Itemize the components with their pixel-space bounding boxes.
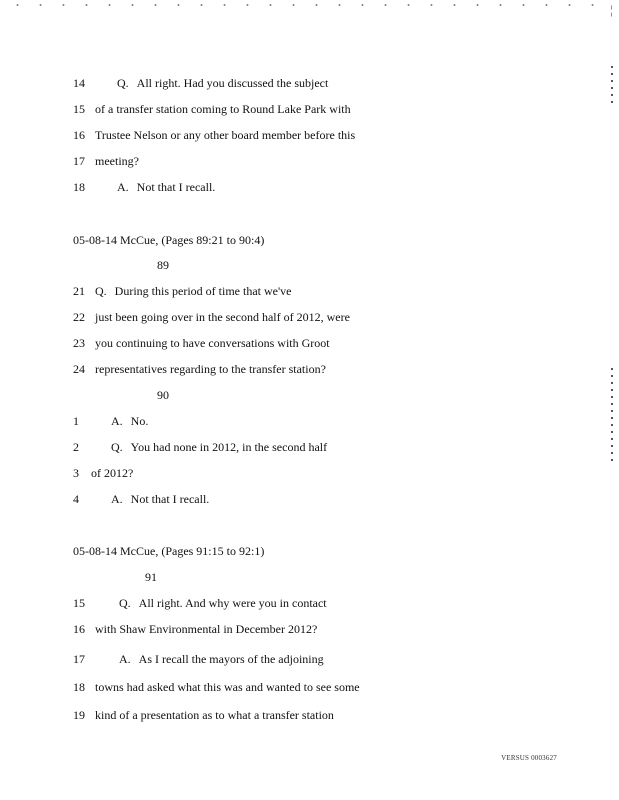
line-number: 1 <box>73 414 79 428</box>
line-number: 4 <box>73 492 79 506</box>
transcript-line <box>73 708 334 722</box>
line-number: 19 <box>73 708 85 722</box>
line-text: As I recall the mayors of the adjoining <box>138 652 324 666</box>
speaker-label: Q. <box>111 440 123 454</box>
line-number: 17 <box>73 652 85 666</box>
speaker-label: Q. <box>95 284 107 298</box>
speaker-label: Q. <box>119 596 131 610</box>
bates-number: VERSUS 0003627 <box>501 754 557 762</box>
transcript-line <box>73 362 326 376</box>
margin-tick-lower <box>611 368 613 464</box>
transcript-line <box>73 652 324 666</box>
transcript-line <box>73 76 328 90</box>
line-number: 21 <box>73 284 85 298</box>
line-text: All right. Had you discussed the subject <box>136 76 329 90</box>
transcript-line <box>73 128 355 142</box>
line-number: 17 <box>73 154 85 168</box>
line-text: No. <box>130 414 149 428</box>
line-number: 16 <box>73 128 85 142</box>
line-number: 23 <box>73 336 85 350</box>
line-number: 18 <box>73 680 85 694</box>
line-text: representatives regarding to the transfer station? <box>95 362 326 376</box>
excerpt-header: 05-08-14 McCue, (Pages 91:15 to 92:1) <box>73 544 265 558</box>
transcript-line <box>73 336 330 350</box>
speaker-label: A. <box>117 180 129 194</box>
line-number: 15 <box>73 102 85 116</box>
page-number: 91 <box>145 570 157 584</box>
line-text: During this period of time that we've <box>114 284 292 298</box>
line-text: with Shaw Environmental in December 2012? <box>95 622 318 636</box>
transcript-line <box>73 414 148 428</box>
speaker-label: A. <box>119 652 131 666</box>
line-number: 24 <box>73 362 85 376</box>
excerpt-header: 05-08-14 McCue, (Pages 89:21 to 90:4) <box>73 233 265 247</box>
speaker-label: A. <box>111 492 123 506</box>
transcript-line <box>73 680 360 694</box>
line-number: 16 <box>73 622 85 636</box>
line-text: You had none in 2012, in the second half <box>130 440 328 454</box>
line-number: 18 <box>73 180 85 194</box>
transcript-line <box>73 440 327 454</box>
speaker-label: Q. <box>117 76 129 90</box>
speaker-label: A. <box>111 414 123 428</box>
page-number: 89 <box>157 258 169 272</box>
transcript-line <box>73 154 139 168</box>
line-text: Trustee Nelson or any other board member before this <box>95 128 356 142</box>
line-text: Not that I recall. <box>136 180 216 194</box>
line-text: towns had asked what this was and wanted to see some <box>95 680 360 694</box>
transcript-line <box>73 102 351 116</box>
line-number: 15 <box>73 596 85 610</box>
line-text: you continuing to have conversations with Groot <box>95 336 330 350</box>
page-number: 90 <box>157 388 169 402</box>
scan-artifact-corner: ¦ <box>610 2 613 17</box>
transcript-line <box>73 310 350 324</box>
line-text: of 2012? <box>91 466 134 480</box>
line-text: meeting? <box>95 154 139 168</box>
line-number: 3 <box>73 466 79 480</box>
line-number: 22 <box>73 310 85 324</box>
line-text: just been going over in the second half of 2012, were <box>95 310 350 324</box>
transcript-line <box>73 622 317 636</box>
line-text: of a transfer station coming to Round Lake Park with <box>95 102 351 116</box>
scan-artifact-top <box>6 3 601 7</box>
line-text: kind of a presentation as to what a transfer station <box>95 708 334 722</box>
transcript-line <box>73 180 215 194</box>
line-number: 14 <box>73 76 85 90</box>
margin-tick-upper <box>611 66 613 106</box>
line-text: Not that I recall. <box>130 492 210 506</box>
line-number: 2 <box>73 440 79 454</box>
transcript-line <box>73 284 291 298</box>
line-text: All right. And why were you in contact <box>138 596 327 610</box>
transcript-line <box>73 466 133 480</box>
transcript-line <box>73 596 327 610</box>
transcript-line <box>73 492 209 506</box>
